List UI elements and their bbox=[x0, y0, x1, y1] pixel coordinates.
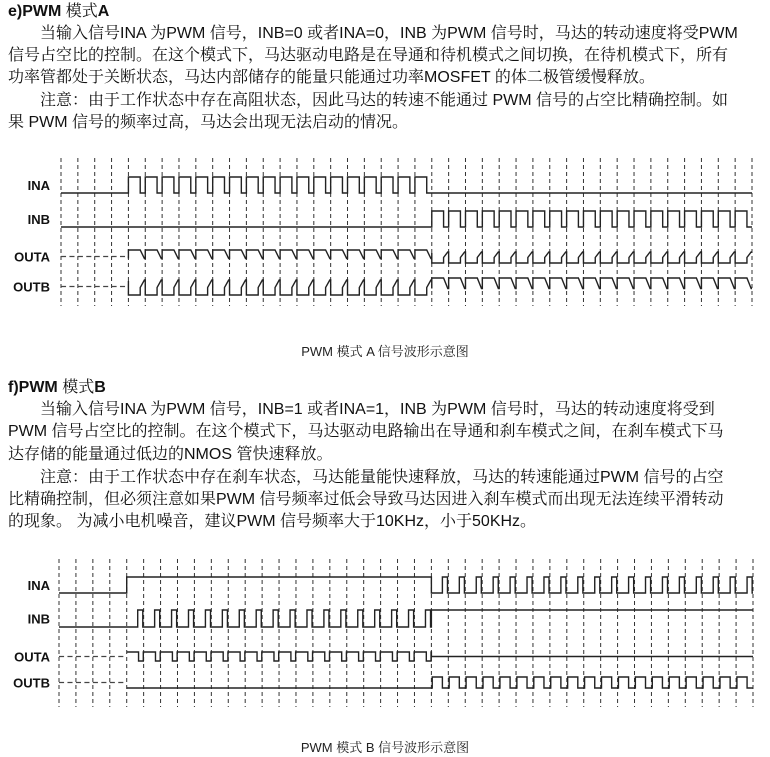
signal-trace-outb bbox=[128, 278, 752, 295]
section-b-heading bbox=[8, 378, 106, 398]
signal-label-ina: INA bbox=[27, 578, 50, 593]
note-line: 注意：由于工作状态中存在刹车状态，马达能量能快速释放，马达的转速能通过PWM 信号的占空 bbox=[40, 469, 724, 486]
signal-label-outa: OUTA bbox=[14, 649, 50, 665]
note-line: 的现象。 为减小电机噪音，建议PWM 信号频率大于10KHz，小于50KHz。 bbox=[8, 513, 537, 530]
signal-trace-ina bbox=[59, 577, 753, 593]
signal-trace-outb bbox=[127, 677, 753, 688]
caption-mode-b: PWM 模式 B 信号波形示意图 bbox=[300, 740, 470, 755]
signal-label-ina: INA bbox=[27, 178, 50, 193]
signal-label-outa: OUTA bbox=[14, 249, 50, 265]
paragraph-line: 当输入信号INA 为PWM 信号，INB=0 或者INA=0，INB 为PWM 信号时，马达的转动速度将受PWM bbox=[40, 25, 738, 42]
signal-trace-ina bbox=[61, 177, 752, 193]
heading-prefix: f)PWM bbox=[8, 379, 63, 396]
paragraph-line: 功率管都处于关断状态，马达内部储存的能量只能通过功率MOSFET 的体二极管缓慢释放。 bbox=[8, 69, 655, 86]
heading-suffix: B bbox=[94, 379, 106, 396]
signal-trace-inb bbox=[59, 610, 753, 627]
heading-mode: 模式 bbox=[65, 3, 98, 20]
signal-label-outb: OUTB bbox=[13, 675, 50, 691]
note-line: 注意：由于工作状态中存在高阻状态，因此马达的转速不能通过 PWM 信号的占空比精确控制。如 bbox=[40, 92, 728, 109]
signal-trace-outa bbox=[128, 250, 752, 263]
heading-suffix: A bbox=[97, 3, 110, 20]
signal-label-inb: INB bbox=[27, 212, 50, 227]
heading-prefix: e)PWM bbox=[8, 3, 66, 20]
caption-mode-a: PWM 模式 A 信号波形示意图 bbox=[301, 344, 469, 359]
heading-mode: 模式 bbox=[62, 379, 95, 396]
signal-label-outb: OUTB bbox=[13, 279, 50, 295]
paragraph-line: 信号占空比的控制。在这个模式下，马达驱动电路是在导通和待机模式之间切换，在待机模式下，所有 bbox=[8, 47, 729, 64]
paragraph-line: 达存储的能量通过低边的NMOS 管快速释放。 bbox=[8, 446, 333, 463]
signal-trace-outa bbox=[127, 652, 753, 661]
waveform-diagram-mode-b bbox=[0, 555, 770, 715]
paragraph-line: 当输入信号INA 为PWM 信号，INB=1 或者INA=1，INB 为PWM 信号时，马达的转动速度将受到 bbox=[40, 401, 715, 418]
note-line: 果 PWM 信号的频率过高，马达会出现无法启动的情况。 bbox=[8, 114, 408, 131]
section-a-heading bbox=[8, 2, 109, 22]
paragraph-line: PWM 信号占空比的控制。在这个模式下，马达驱动电路输出在导通和刹车模式之间，在刹车模式下马 bbox=[8, 423, 724, 440]
note-line: 比精确控制，但必须注意如果PWM 信号频率过低会导致马达因进入刹车模式而出现无法连续平滑转动 bbox=[8, 491, 724, 508]
signal-label-inb: INB bbox=[27, 611, 50, 627]
waveform-diagram-mode-a bbox=[0, 150, 770, 310]
signal-trace-inb bbox=[61, 211, 752, 227]
